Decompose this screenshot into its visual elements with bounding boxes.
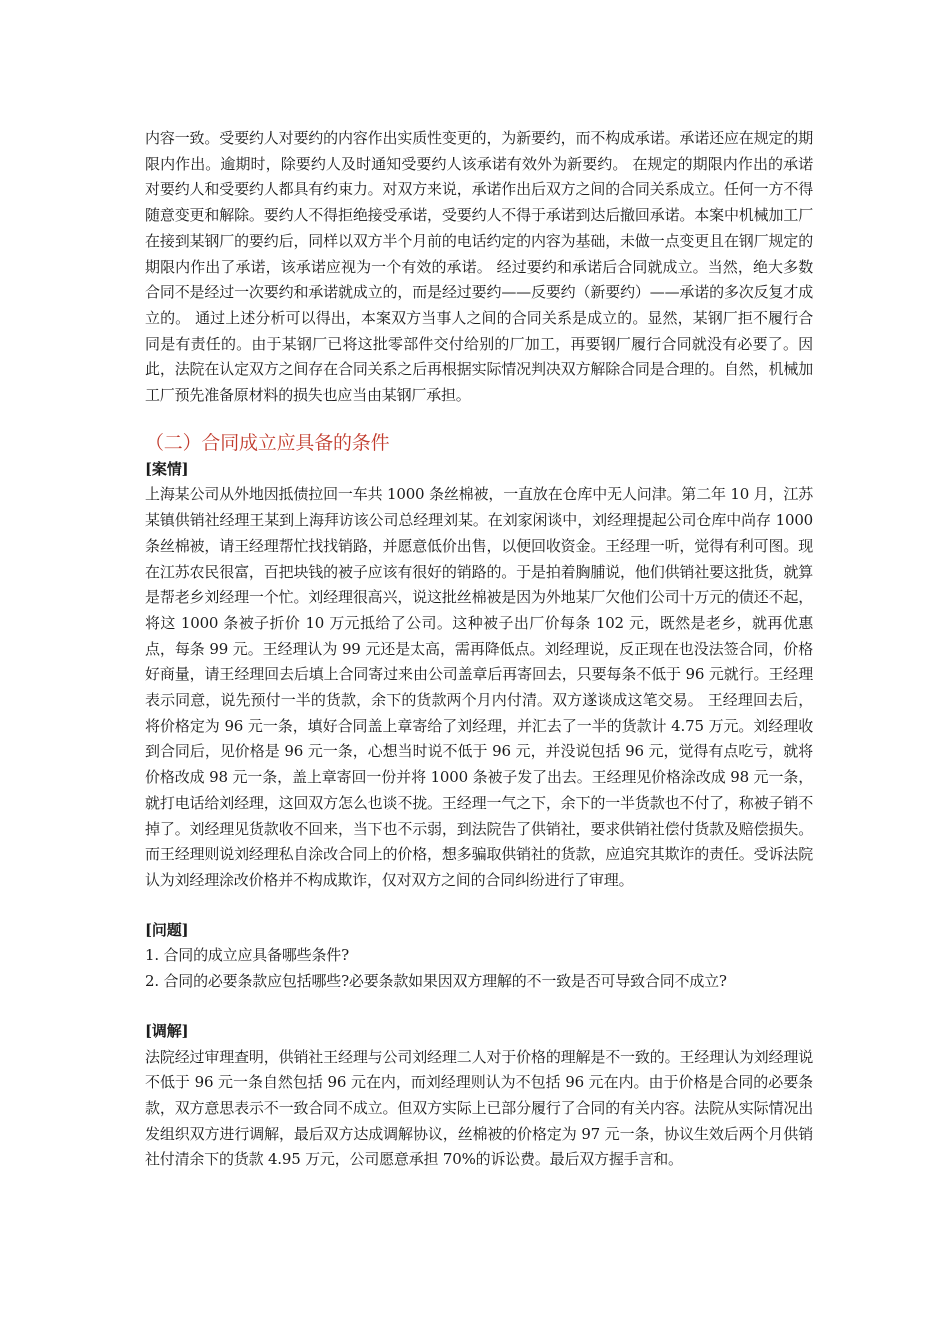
question-item-1: 1. 合同的成立应具备哪些条件? [145,946,349,965]
spacer [145,995,813,1019]
mediation-label: [调解] [145,1021,189,1040]
paragraph-analysis: 内容一致。受要约人对要约的内容作出实质性变更的，为新要约，而不构成承诺。承诺还应在规定的期限内作出。逾期时，除要约人及时通知受要约人该承诺有效外为新要约。 在规定的期限内作出的承诺对要约人和受要约人都具有约束力。对双方来说，承诺作出后双方之间的合同关系成立。任何一方不得随意变更和解除。要约人不得拒绝接受承诺，受要约人不得于承诺到达后撤回承诺。本案中机械加工厂在接到某钢厂的要约后，同样以双方半个月前的电话约定的内容为基础，未做一点变更且在钢厂规定的期限内作出了承诺，该承诺应视为一个有效的承诺。 经过要约和承诺后合同就成立。当然，绝大多数合同不是经过一次要约和承诺就成立的，而是经过要约——反要约（新要约）——承诺的多次反复才成立的。 通过上述分析可以得出，本案双方当事人之间的合同关系是成立的。显然，某钢厂拒不履行合同是有责任的。由于某钢厂已将这批零部件交付给别的厂加工，再要钢厂履行合同就没有必要了。因此，法院在认定双方之间存在合同关系之后再根据实际情况判决双方解除合同是合理的。自然，机械加工厂预先准备原材料的损失也应当由某钢厂承担。 [145,129,813,405]
case-text: 上海某公司从外地因抵债拉回一车共 1000 条丝棉被，一直放在仓库中无人问津。第二年 10 月，江苏某镇供销社经理王某到上海拜访该公司总经理刘某。在刘家闲谈中，刘经理提起公司仓库中尚存 1000 条丝棉被，请王经理帮忙找找销路，并愿意低价出售，以便回收资金。王经理一听，觉得有利可图。现在江苏农民很富，百把块钱的被子应该有很好的销路的。于是拍着胸脯说，他们供销社要这批货，就算是帮老乡刘经理一个忙。刘经理很高兴，说这批丝棉被是因为外地某厂欠他们公司十万元的债还不起，将这 1000 条被子折价 10 万元抵给了公司。这种被子出厂价每条 102 元，既然是老乡，就再优惠点，每条 99 元。王经理认为 99 元还是太高，需再降低点。刘经理说，反正现在也没法签合同，价格好商量，请王经理回去后填上合同寄过来由公司盖章后再寄回去，只要每条不低于 96 元就行。王经理表示同意，说先预付一半的货款，余下的货款两个月内付清。双方遂谈成这笔交易。 王经理回去后，将价格定为 96 元一条，填好合同盖上章寄给了刘经理，并汇去了一半的货款计 4.75 万元。刘经理收到合同后，见价格是 96 元一条，心想当时说不低于 96 元，并没说包括 96 元，觉得有点吃亏，就将价格改成 98 元一条，盖上章寄回一份并将 1000 条被子发了出去。王经理见价格涂改成 98 元一条，就打电话给刘经理，这回双方怎么也谈不拢。王经理一气之下，余下的一半货款也不付了，称被子销不掉了。刘经理见货款收不回来，当下也不示弱，到法院告了供销社，要求供销社偿付货款及赔偿损失。而王经理则说刘经理私自涂改合同上的价格，想多骗取供销社的货款，应追究其欺诈的责任。受诉法院认为刘经理涂改价格并不构成欺诈，仅对双方之间的合同纠纷进行了审理。 [145,485,813,889]
question-label: [问题] [145,920,189,939]
mediation-text: 法院经过审理查明，供销社王经理与公司刘经理二人对于价格的理解是不一致的。王经理认为刘经理说不低于 96 元一条自然包括 96 元在内，而刘经理则认为不包括 96 元在内。由于价格是合同的必要条款，双方意思表示不一致合同不成立。但双方实际上已部分履行了合同的有关内容。法院从实际情况出发组织双方进行调解，最后双方达成调解协议，丝棉被的价格定为 97 元一条，协议生效后两个月供销社付清余下的货款 4.95 万元，公司愿意承担 70%的诉讼费。最后双方握手言和。 [145,1047,813,1169]
document-body [145,126,813,1173]
question-item-2: 2. 合同的必要条款应包括哪些?必要条款如果因双方理解的不一致是否可导致合同不成立? [145,972,727,991]
section-title: （二）合同成立应具备的条件 [145,431,390,454]
case-label: [案情] [145,459,189,478]
spacer [145,894,813,918]
